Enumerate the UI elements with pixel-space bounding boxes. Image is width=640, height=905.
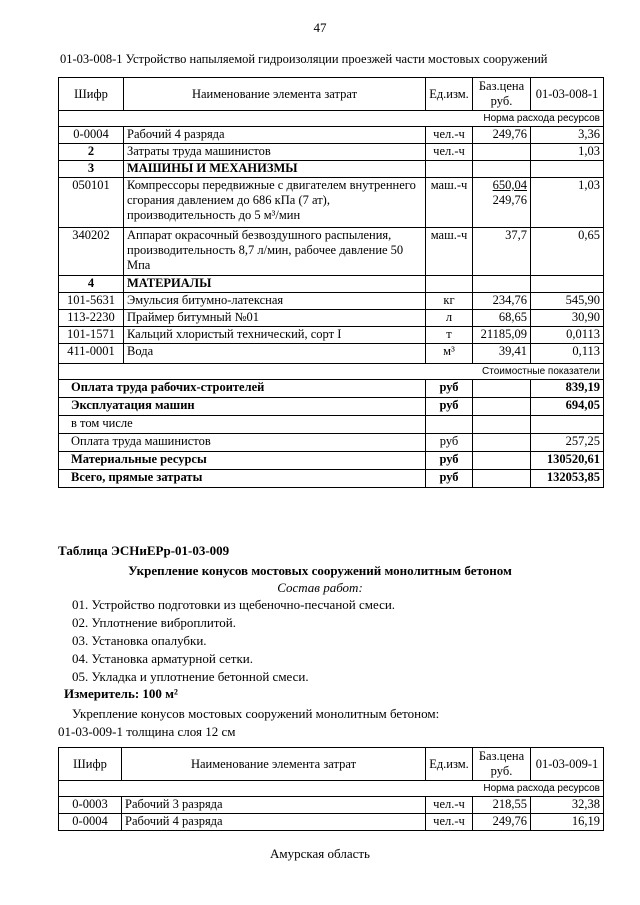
cell-code: 0-0003 xyxy=(59,797,122,814)
norm-label: Норма расхода ресурсов xyxy=(59,781,604,797)
cell-value: 32,38 xyxy=(531,797,604,814)
cell-code: 2 xyxy=(59,144,124,161)
measure-unit: Измеритель: 100 м² xyxy=(64,686,178,701)
cost-unit: руб xyxy=(426,398,473,416)
page-number: 47 xyxy=(313,20,327,35)
cell-unit: чел.-ч xyxy=(426,797,473,814)
norm-label-row xyxy=(59,111,604,127)
cell-code: 0-0004 xyxy=(59,127,124,144)
table1-header xyxy=(59,78,604,111)
cell-name: Эмульсия битумно-латексная xyxy=(124,293,426,310)
norm-label-row xyxy=(59,781,604,797)
cell-price xyxy=(473,144,531,161)
cell-name: Аппарат окрасочный безвоздушного распыления, производительность 8,7 л/мин, рабочее давление 50 Мпа xyxy=(124,228,426,276)
cell-code: 050101 xyxy=(59,178,124,228)
col-code-header: Шифр xyxy=(59,748,122,781)
cell-name: Рабочий 4 разряда xyxy=(124,127,426,144)
cell-price: 39,41 xyxy=(473,344,531,364)
work-item: 04. Установка арматурной сетки. xyxy=(72,651,253,666)
work-item: 03. Установка опалубки. xyxy=(72,633,207,648)
cell-code: 411-0001 xyxy=(59,344,124,364)
cost-value xyxy=(531,416,604,434)
table-row xyxy=(59,327,604,344)
cell-value: 16,19 xyxy=(531,814,604,831)
cell-code: 3 xyxy=(59,161,124,178)
cell-name: Вода xyxy=(124,344,426,364)
cost-unit: руб xyxy=(426,452,473,470)
cell-name: Праймер битумный №01 xyxy=(124,310,426,327)
cost-name: Всего, прямые затраты xyxy=(59,470,426,488)
cost-value: 839,19 xyxy=(531,380,604,398)
cost-unit: руб xyxy=(426,434,473,452)
table-row xyxy=(59,344,604,364)
cell-value: 30,90 xyxy=(531,310,604,327)
cell-unit: кг xyxy=(426,293,473,310)
cost-name: в том числе xyxy=(59,416,426,434)
section-row xyxy=(59,276,604,293)
cell-value: 1,03 xyxy=(531,178,604,228)
cell-value: 1,03 xyxy=(531,144,604,161)
table1 xyxy=(58,77,604,488)
table-row xyxy=(59,797,604,814)
cost-name: Оплата труда рабочих-строителей xyxy=(59,380,426,398)
table-row xyxy=(59,814,604,831)
table2-title: Таблица ЭСНиЕРр-01-03-009 xyxy=(58,543,230,558)
cell-price: 218,55 xyxy=(473,797,531,814)
cost-value: 132053,85 xyxy=(531,470,604,488)
table-row xyxy=(59,144,604,161)
table-row xyxy=(59,127,604,144)
cell-code: 4 xyxy=(59,276,124,293)
cell-price: 21185,09 xyxy=(473,327,531,344)
cell-value: 0,113 xyxy=(531,344,604,364)
col-price-header: Баз.цена руб. xyxy=(473,748,531,781)
cell-name: Кальций хлористый технический, сорт I xyxy=(124,327,426,344)
table2-code-line: 01-03-009-1 толщина слоя 12 см xyxy=(58,724,236,739)
cell-price: 234,76 xyxy=(473,293,531,310)
cost-row xyxy=(59,380,604,398)
col-unit-header: Ед.изм. xyxy=(426,748,473,781)
col-unit-header: Ед.изм. xyxy=(426,78,473,111)
cell-value: 0,65 xyxy=(531,228,604,276)
table2 xyxy=(58,747,604,831)
cell-value: 545,90 xyxy=(531,293,604,310)
cost-unit: руб xyxy=(426,380,473,398)
table2-header xyxy=(59,748,604,781)
cell-unit: т xyxy=(426,327,473,344)
section-title: МАШИНЫ И МЕХАНИЗМЫ xyxy=(124,161,426,178)
cost-row xyxy=(59,452,604,470)
col-norm-header: 01-03-009-1 xyxy=(531,748,604,781)
cost-row xyxy=(59,470,604,488)
cost-name: Материальные ресурсы xyxy=(59,452,426,470)
cell-code: 113-2230 xyxy=(59,310,124,327)
cell-price: 249,76 xyxy=(473,814,531,831)
col-code-header: Шифр xyxy=(59,78,124,111)
cost-value: 694,05 xyxy=(531,398,604,416)
table2-subtitle: Состав работ: xyxy=(277,580,363,595)
section-row xyxy=(59,161,604,178)
cost-value: 257,25 xyxy=(531,434,604,452)
cell-price xyxy=(473,178,531,228)
work-item: 02. Уплотнение виброплитой. xyxy=(72,615,237,630)
cell-value: 3,36 xyxy=(531,127,604,144)
cell-unit: чел.-ч xyxy=(426,127,473,144)
cost-row xyxy=(59,398,604,416)
cost-unit: руб xyxy=(426,470,473,488)
work-item: 05. Укладка и уплотнение бетонной смеси. xyxy=(72,669,309,684)
cell-unit: м³ xyxy=(426,344,473,364)
cell-price: 68,65 xyxy=(473,310,531,327)
table-row xyxy=(59,310,604,327)
cost-label: Стоимостные показатели xyxy=(59,364,604,380)
cell-unit: л xyxy=(426,310,473,327)
cost-label-row xyxy=(59,364,604,380)
cell-price: 37,7 xyxy=(473,228,531,276)
cell-code: 0-0004 xyxy=(59,814,122,831)
norm-label: Норма расхода ресурсов xyxy=(59,111,604,127)
table-row xyxy=(59,228,604,276)
cell-unit: чел.-ч xyxy=(426,144,473,161)
table-row xyxy=(59,293,604,310)
footer-region: Амурская область xyxy=(270,846,370,861)
section-title: МАТЕРИАЛЫ xyxy=(124,276,426,293)
cell-value: 0,0113 xyxy=(531,327,604,344)
cell-code: 101-1571 xyxy=(59,327,124,344)
cell-name: Компрессоры передвижные с двигателем внутреннего сгорания давлением до 686 кПа (7 ат), производительность до 5 м³/мин xyxy=(124,178,426,228)
cell-unit: маш.-ч xyxy=(426,228,473,276)
cell-unit: чел.-ч xyxy=(426,814,473,831)
cost-name: Оплата труда машинистов xyxy=(59,434,426,452)
cell-name: Рабочий 3 разряда xyxy=(122,797,426,814)
cost-name: Эксплуатация машин xyxy=(59,398,426,416)
col-norm-header: 01-03-008-1 xyxy=(531,78,604,111)
cell-code: 340202 xyxy=(59,228,124,276)
table1-caption: 01-03-008-1 Устройство напыляемой гидроизоляции проезжей части мостовых сооружений xyxy=(60,52,548,66)
cost-unit xyxy=(426,416,473,434)
cost-row xyxy=(59,434,604,452)
cell-price: 249,76 xyxy=(473,127,531,144)
col-price-header: Баз.цена руб. xyxy=(473,78,531,111)
col-name-header: Наименование элемента затрат xyxy=(122,748,426,781)
work-item: 01. Устройство подготовки из щебеночно-песчаной смеси. xyxy=(72,597,396,612)
table-row xyxy=(59,178,604,228)
cell-unit: маш.-ч xyxy=(426,178,473,228)
cost-value: 130520,61 xyxy=(531,452,604,470)
cost-row xyxy=(59,416,604,434)
cell-name: Рабочий 4 разряда xyxy=(122,814,426,831)
table2-name: Укрепление конусов мостовых сооружений монолитным бетоном xyxy=(128,563,512,578)
col-name-header: Наименование элемента затрат xyxy=(124,78,426,111)
price-secondary: 249,76 xyxy=(492,193,527,207)
price-underlined: 650,04 xyxy=(492,178,527,192)
cell-name: Затраты труда машинистов xyxy=(124,144,426,161)
table2-description: Укрепление конусов мостовых сооружений монолитным бетоном: xyxy=(72,706,440,721)
cell-code: 101-5631 xyxy=(59,293,124,310)
